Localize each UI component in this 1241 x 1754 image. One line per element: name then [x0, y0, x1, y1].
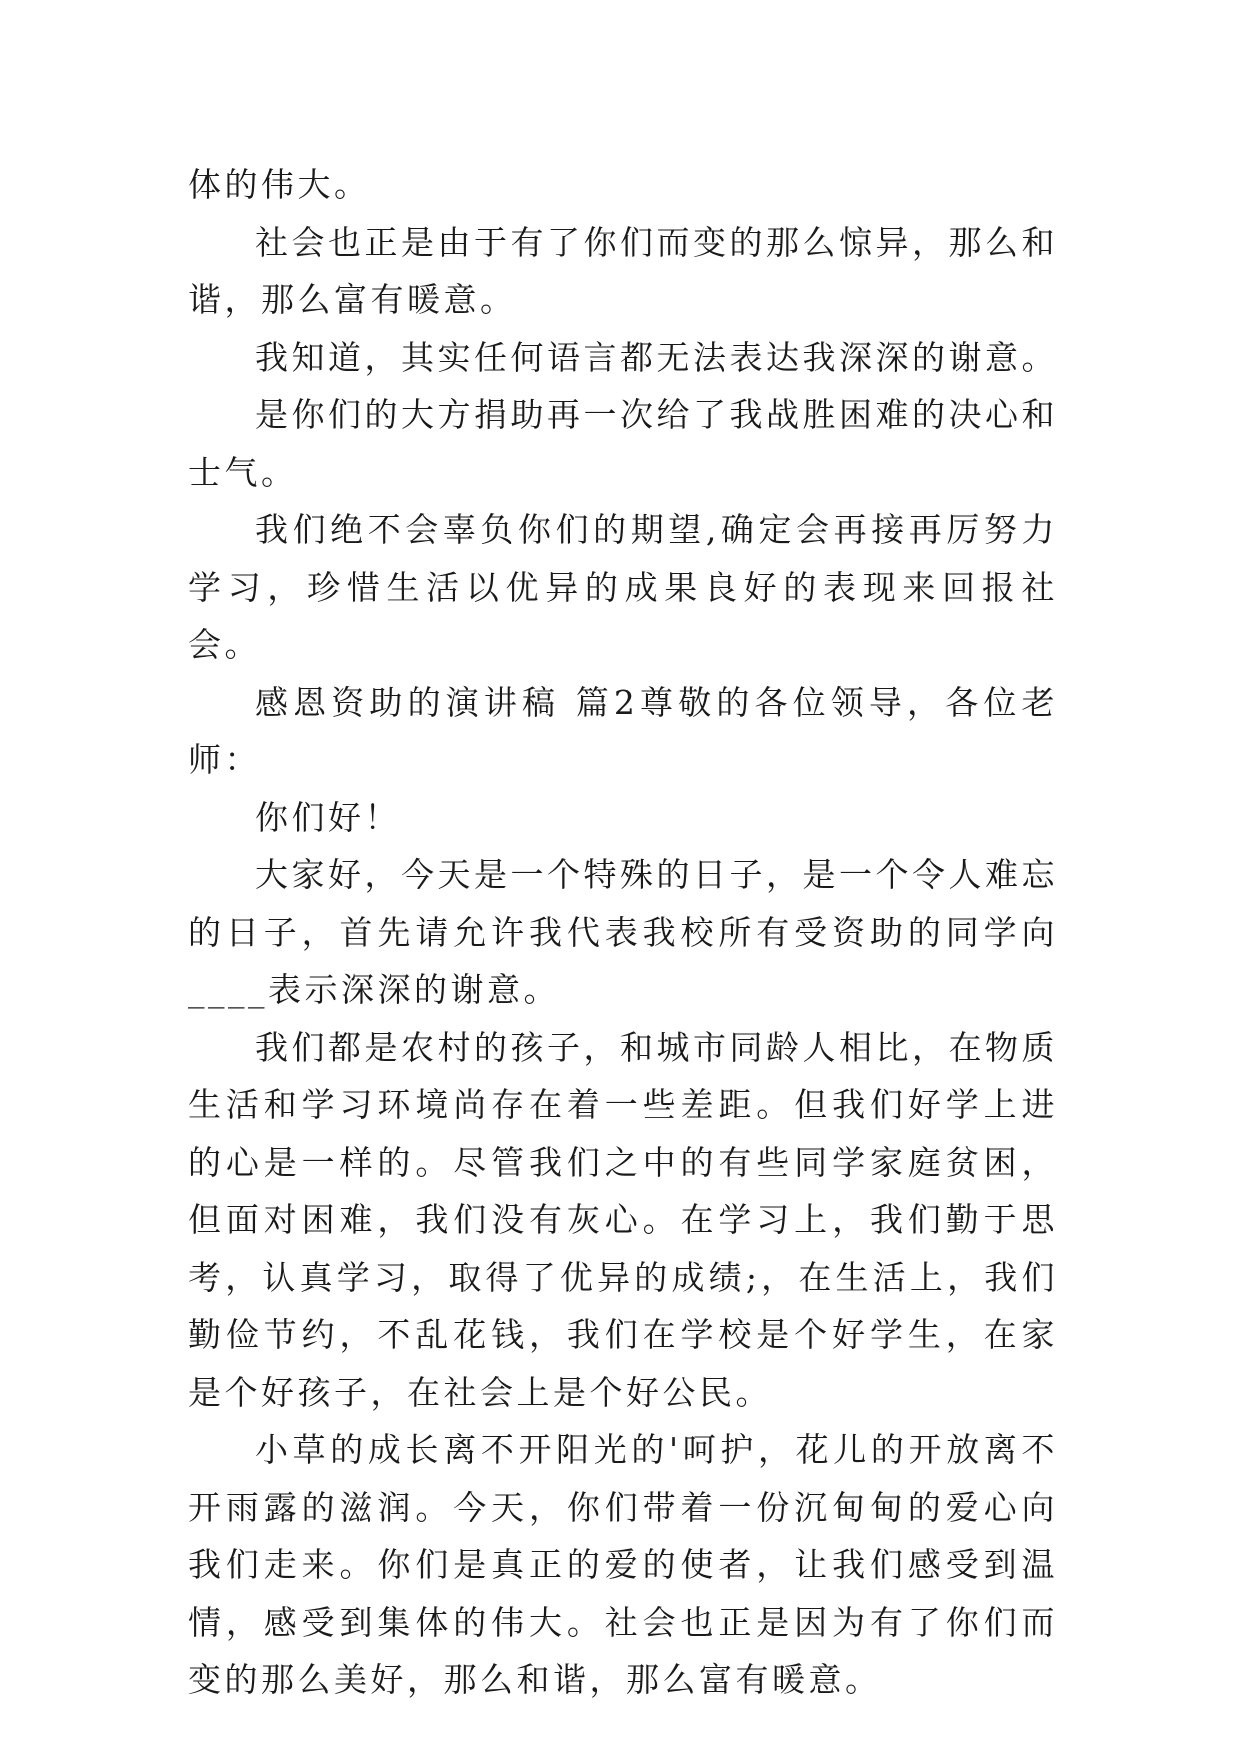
paragraph-6-speech-heading: 感恩资助的演讲稿 篇2尊敬的各位领导，各位老师： [188, 682, 1058, 779]
paragraph-7-greeting: 你们好！ [255, 797, 401, 837]
paragraph-8: 大家好，今天是一个特殊的日子，是一个令人难忘的日子，首先请允许我代表我校所有受资助的同学向____表示深深的谢意。 [188, 855, 1058, 1009]
paragraph-9: 我们都是农村的孩子，和城市同龄人相比，在物质生活和学习环境尚存在着一些差距。但我们好学上进的心是一样的。尽管我们之中的有些同学家庭贫困，但面对困难，我们没有灰心。在学习上，我们勤于思考，认真学习，取得了优异的成绩;，在生活上，我们勤俭节约，不乱花钱，我们在学校是个好学生，在家是个好孩子，在社会上是个好公民。 [188, 1027, 1058, 1412]
paragraph-1: 体的伟大。 [188, 165, 371, 204]
paragraph-4: 是你们的大方捐助再一次给了我战胜困难的决心和士气。 [188, 395, 1058, 492]
paragraph-5: 我们绝不会辜负你们的期望,确定会再接再厉努力学习，珍惜生活以优异的成果良好的表现来回报社会。 [188, 510, 1058, 664]
paragraph-2: 社会也正是由于有了你们而变的那么惊异，那么和谐，那么富有暖意。 [188, 222, 1058, 319]
paragraph-10: 小草的成长离不开阳光的'呵护，花儿的开放离不开雨露的滋润。今天，你们带着一份沉甸甸的爱心向我们走来。你们是真正的爱的使者，让我们感受到温情，感受到集体的伟大。社会也正是因为有了你们而变的那么美好，那么和谐，那么富有暖意。 [188, 1430, 1058, 1699]
document-body [188, 156, 1058, 1709]
paragraph-3: 我知道，其实任何语言都无法表达我深深的谢意。 [255, 337, 1058, 377]
